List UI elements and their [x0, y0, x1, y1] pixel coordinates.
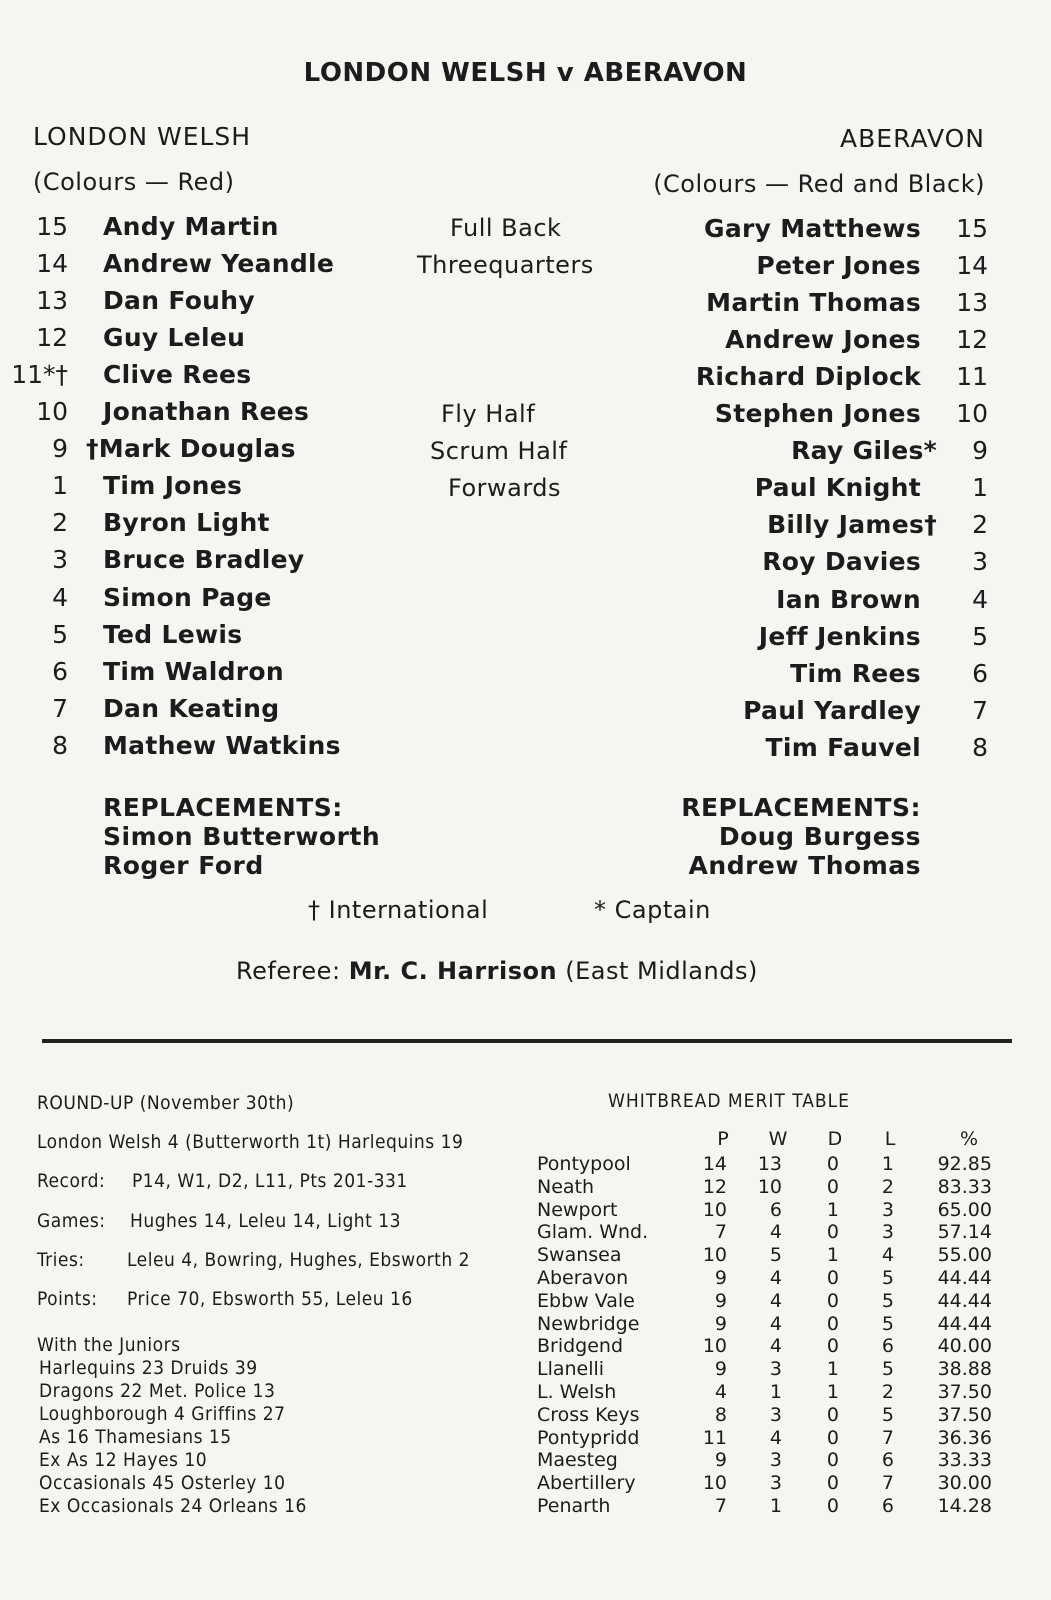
merit-w: 13	[757, 1153, 782, 1175]
merit-p: 9	[714, 1312, 727, 1335]
home-player-name: Tim Jones	[103, 471, 243, 501]
home-replacement: Simon Butterworth	[103, 822, 381, 851]
merit-team: Maesteg	[537, 1449, 618, 1472]
home-player-name: Bruce Bradley	[103, 545, 305, 575]
merit-team: Ebbw Vale	[537, 1289, 635, 1312]
merit-p: 7	[714, 1221, 727, 1244]
referee-label: Referee:	[236, 957, 341, 985]
away-team-name: ABERAVON	[840, 124, 985, 153]
home-player-number: 4	[52, 582, 68, 612]
away-player-number: 7	[972, 695, 988, 725]
merit-d: 0	[826, 1267, 839, 1289]
referee-region: (East Midlands)	[565, 957, 758, 985]
merit-pct: 44.44	[937, 1312, 992, 1335]
merit-d: 0	[826, 1495, 839, 1517]
merit-l: 5	[881, 1267, 894, 1289]
home-player-name: Mathew Watkins	[103, 730, 341, 760]
merit-header-p: P	[717, 1128, 729, 1150]
merit-l: 5	[881, 1358, 894, 1381]
merit-p: 9	[714, 1289, 727, 1312]
away-player-name: Gary Matthews	[704, 214, 921, 243]
position-full-back: Full Back	[450, 214, 562, 242]
roundup-points: Price 70, Ebsworth 55, Leleu 16	[127, 1288, 413, 1310]
merit-d: 0	[826, 1289, 839, 1312]
merit-l: 5	[881, 1403, 894, 1426]
away-player-number: 3	[972, 547, 988, 577]
away-player-name: Martin Thomas	[706, 288, 921, 318]
merit-team: Newport	[537, 1198, 618, 1221]
roundup-record: P14, W1, D2, L11, Pts 201-331	[132, 1170, 408, 1192]
home-colours: (Colours — Red)	[33, 168, 235, 196]
away-player-number: 10	[956, 399, 988, 429]
away-player-number: 1	[972, 473, 988, 503]
merit-team: Pontypridd	[537, 1426, 640, 1449]
junior-result: Ex As 12 Hayes 10	[39, 1449, 208, 1471]
merit-pct: 33.33	[937, 1449, 992, 1472]
merit-p: 9	[714, 1358, 727, 1381]
merit-header-d: D	[827, 1128, 843, 1150]
away-replacement: Andrew Thomas	[688, 851, 921, 880]
merit-pct: 55.00	[937, 1244, 992, 1267]
home-player-number: 3	[52, 545, 68, 575]
roundup-points-label: Points:	[37, 1288, 98, 1310]
away-player-number: 6	[972, 658, 988, 688]
merit-pct: 44.44	[937, 1267, 992, 1289]
junior-result: Harlequins 23 Druids 39	[39, 1357, 258, 1379]
merit-p: 9	[714, 1267, 727, 1289]
captain-legend: * Captain	[594, 896, 711, 924]
merit-w: 3	[769, 1403, 782, 1426]
merit-w: 1	[769, 1381, 782, 1403]
home-player-name: Tim Waldron	[103, 656, 284, 686]
merit-w: 6	[769, 1198, 782, 1221]
away-player-name: Tim Rees	[790, 658, 921, 688]
home-player-number: 7	[52, 693, 68, 723]
away-colours: (Colours — Red and Black)	[653, 170, 985, 198]
merit-d: 0	[826, 1175, 839, 1198]
away-player-name: Billy James†	[767, 510, 937, 540]
away-replacements-label: REPLACEMENTS:	[681, 793, 921, 822]
merit-p: 10	[702, 1244, 727, 1267]
merit-w: 10	[757, 1175, 782, 1198]
merit-p: 10	[702, 1198, 727, 1221]
away-player-name: Andrew Jones	[725, 325, 921, 355]
merit-header-pct: %	[959, 1128, 979, 1150]
merit-p: 14	[702, 1153, 727, 1175]
merit-pct: 57.14	[937, 1221, 992, 1244]
position-threequarters: Threequarters	[417, 251, 594, 279]
roundup-record-label: Record:	[37, 1170, 106, 1192]
merit-pct: 36.36	[937, 1426, 992, 1449]
page-title: LONDON WELSH v ABERAVON	[303, 58, 748, 88]
merit-team: Glam. Wnd.	[537, 1221, 649, 1244]
away-player-number: 12	[956, 325, 988, 355]
home-player-name: Andy Martin	[103, 212, 279, 241]
merit-d: 0	[826, 1312, 839, 1335]
merit-w: 3	[769, 1472, 782, 1495]
away-player-number: 13	[956, 288, 988, 318]
home-player-number: 2	[52, 508, 68, 538]
roundup-result: London Welsh 4 (Butterworth 1t) Harlequins 19	[37, 1131, 464, 1153]
merit-l: 5	[881, 1289, 894, 1312]
home-player-number: 10	[36, 397, 68, 427]
home-player-name: Simon Page	[103, 582, 272, 612]
away-player-name: Paul Knight	[754, 473, 921, 503]
home-player-number: 1	[52, 471, 68, 501]
merit-l: 2	[881, 1381, 894, 1403]
merit-header-w: W	[768, 1128, 788, 1150]
merit-p: 4	[714, 1381, 727, 1403]
merit-team: Cross Keys	[537, 1403, 640, 1426]
merit-d: 1	[826, 1244, 839, 1267]
away-player-number: 4	[972, 584, 988, 614]
merit-p: 10	[702, 1335, 727, 1358]
merit-l: 7	[881, 1426, 894, 1449]
merit-d: 0	[826, 1472, 839, 1495]
away-player-name: Ray Giles*	[791, 436, 937, 466]
merit-pct: 40.00	[937, 1335, 992, 1358]
home-player-number: 11*†	[11, 360, 68, 390]
merit-d: 0	[826, 1449, 839, 1472]
roundup-games-label: Games:	[37, 1210, 106, 1232]
merit-l: 6	[881, 1449, 894, 1472]
merit-d: 1	[826, 1198, 839, 1221]
home-replacement: Roger Ford	[103, 851, 264, 880]
home-player-name: †Mark Douglas	[86, 434, 296, 464]
away-player-number: 8	[972, 732, 988, 762]
away-player-number: 2	[972, 510, 988, 540]
merit-p: 9	[714, 1449, 727, 1472]
away-player-number: 15	[956, 214, 988, 243]
merit-team: Llanelli	[537, 1358, 605, 1381]
home-player-name: Ted Lewis	[103, 619, 243, 649]
merit-w: 4	[769, 1289, 782, 1312]
merit-team: Bridgend	[537, 1335, 624, 1358]
merit-w: 4	[769, 1426, 782, 1449]
merit-pct: 30.00	[937, 1472, 992, 1495]
merit-l: 1	[881, 1153, 894, 1175]
merit-pct: 14.28	[937, 1495, 992, 1517]
merit-w: 4	[769, 1267, 782, 1289]
merit-pct: 38.88	[937, 1358, 992, 1381]
merit-team: L. Welsh	[537, 1381, 617, 1403]
home-player-name: Dan Fouhy	[103, 286, 255, 316]
merit-d: 0	[826, 1221, 839, 1244]
merit-table-title: WHITBREAD MERIT TABLE	[608, 1090, 850, 1112]
merit-w: 4	[769, 1221, 782, 1244]
merit-w: 3	[769, 1358, 782, 1381]
away-player-name: Ian Brown	[776, 584, 921, 614]
home-player-name: Clive Rees	[103, 360, 252, 390]
position-fly-half: Fly Half	[441, 400, 536, 428]
merit-team: Pontypool	[537, 1153, 631, 1175]
merit-header-l: L	[884, 1128, 896, 1150]
away-player-name: Stephen Jones	[714, 399, 921, 429]
junior-result: As 16 Thamesians 15	[39, 1426, 232, 1448]
merit-d: 0	[826, 1335, 839, 1358]
merit-l: 6	[881, 1495, 894, 1517]
junior-result: Occasionals 45 Osterley 10	[39, 1472, 286, 1494]
home-team-name: LONDON WELSH	[33, 122, 252, 151]
away-player-name: Richard Diplock	[695, 362, 921, 392]
merit-l: 2	[881, 1175, 894, 1198]
away-player-name: Roy Davies	[762, 547, 921, 577]
junior-result: Dragons 22 Met. Police 13	[39, 1380, 276, 1402]
home-player-name: Guy Leleu	[103, 323, 246, 353]
roundup-tries: Leleu 4, Bowring, Hughes, Ebsworth 2	[127, 1249, 470, 1271]
merit-d: 1	[826, 1358, 839, 1381]
home-player-number: 8	[52, 730, 68, 760]
merit-w: 3	[769, 1449, 782, 1472]
merit-team: Abertillery	[537, 1472, 636, 1495]
home-player-number: 13	[36, 286, 68, 316]
home-player-number: 14	[36, 249, 68, 279]
away-player-name: Peter Jones	[756, 251, 921, 281]
merit-p: 7	[714, 1495, 727, 1517]
home-player-name: Dan Keating	[103, 693, 280, 723]
merit-d: 0	[826, 1403, 839, 1426]
home-player-number: 9	[52, 434, 68, 464]
merit-pct: 37.50	[937, 1403, 992, 1426]
roundup-games: Hughes 14, Leleu 14, Light 13	[130, 1210, 402, 1232]
merit-pct: 37.50	[937, 1381, 992, 1403]
merit-l: 7	[881, 1472, 894, 1495]
junior-result: Ex Occasionals 24 Orleans 16	[39, 1495, 307, 1517]
away-player-number: 14	[956, 251, 988, 281]
referee-name: Mr. C. Harrison	[348, 957, 558, 985]
merit-d: 0	[826, 1153, 839, 1175]
roundup-tries-label: Tries:	[37, 1249, 85, 1271]
merit-team: Aberavon	[537, 1267, 629, 1289]
junior-result: Loughborough 4 Griffins 27	[39, 1403, 286, 1425]
merit-l: 3	[881, 1198, 894, 1221]
merit-team: Neath	[537, 1175, 595, 1198]
international-legend: † International	[308, 896, 489, 924]
away-player-name: Jeff Jenkins	[758, 621, 921, 651]
merit-pct: 92.85	[937, 1153, 992, 1175]
position-forwards: Forwards	[448, 474, 562, 502]
juniors-title: With the Juniors	[37, 1334, 181, 1356]
away-player-name: Paul Yardley	[743, 695, 921, 725]
merit-l: 4	[881, 1244, 894, 1267]
merit-w: 1	[769, 1495, 782, 1517]
away-replacement: Doug Burgess	[718, 822, 921, 851]
home-player-number: 6	[52, 656, 68, 686]
home-player-name: Andrew Yeandle	[103, 249, 335, 279]
merit-team: Penarth	[537, 1495, 611, 1517]
merit-pct: 83.33	[937, 1175, 992, 1198]
merit-pct: 44.44	[937, 1289, 992, 1312]
merit-p: 8	[714, 1403, 727, 1426]
home-player-number: 5	[52, 619, 68, 649]
merit-p: 10	[702, 1472, 727, 1495]
merit-d: 0	[826, 1426, 839, 1449]
position-scrum-half: Scrum Half	[430, 437, 568, 465]
home-player-number: 12	[36, 323, 68, 353]
merit-d: 1	[826, 1381, 839, 1403]
away-player-number: 9	[972, 436, 988, 466]
merit-w: 4	[769, 1335, 782, 1358]
home-player-name: Jonathan Rees	[103, 397, 310, 427]
referee-line	[236, 957, 758, 985]
away-player-name: Tim Fauvel	[765, 732, 921, 762]
merit-team: Swansea	[537, 1244, 622, 1267]
merit-l: 5	[881, 1312, 894, 1335]
home-replacements-label: REPLACEMENTS:	[103, 793, 343, 822]
roundup-title: ROUND-UP (November 30th)	[37, 1092, 295, 1114]
away-player-number: 5	[972, 621, 988, 651]
merit-l: 3	[881, 1221, 894, 1244]
home-player-name: Byron Light	[103, 508, 270, 538]
merit-team: Newbridge	[537, 1312, 640, 1335]
merit-p: 11	[702, 1426, 727, 1449]
merit-l: 6	[881, 1335, 894, 1358]
home-player-number: 15	[36, 212, 68, 241]
merit-w: 5	[769, 1244, 782, 1267]
merit-w: 4	[769, 1312, 782, 1335]
merit-pct: 65.00	[937, 1198, 992, 1221]
merit-p: 12	[702, 1175, 727, 1198]
section-divider	[42, 1039, 1012, 1043]
away-player-number: 11	[956, 362, 988, 392]
